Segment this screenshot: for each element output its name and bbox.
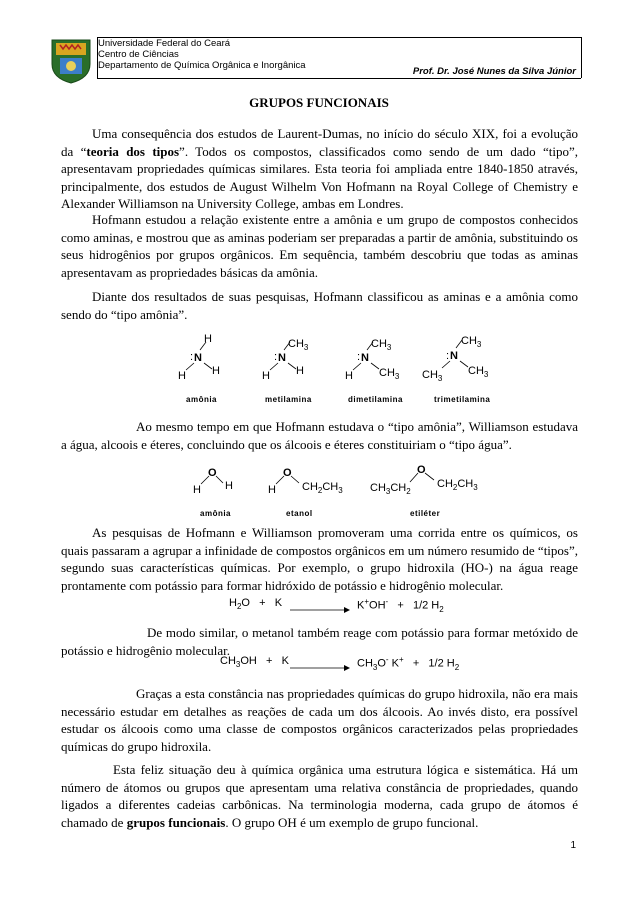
trimetilamina-ch3-top: $CH_3$ (461, 335, 482, 349)
trimetilamina-n-dots: : (446, 350, 450, 362)
ethanol-ch2ch3: $CH_2CH_3$ (302, 481, 343, 495)
equation-1-right: K+OH- + 1/2 $H_2$ (357, 597, 444, 614)
water-type-structures (185, 460, 495, 500)
dimetilamina-h-left: H (345, 370, 353, 382)
paragraph-5: As pesquisas de Hofmann e Williamson promoveram uma corrida entre os químicos, os quais passaram a agrupar a infinidade de compostos orgânicos em um número resumido de “tipos”, segundo suas características químicas. Por exemplo, o grupo hidroxila (HO-) na água reage prontamente com potássio para formar hidróxido de potássio e hidrogênio molecular. (61, 525, 578, 593)
ether-ch2ch3: $CH_2CH_3$ (437, 478, 478, 492)
trimetilamina-ch3-right: $CH_3$ (468, 365, 489, 379)
p8-text-open: Esta feliz situação deu à química orgânica uma estrutura lógica e sistemática. Há um número de átomos ou grupos que apresentam uma relativa constância de propriedades, quando ligados a diferentes cadeias carbônicas. Na terminologia moderna, cada grupo de átomos é chamado de (61, 762, 578, 830)
caption-water-amonia: amônia (200, 509, 232, 518)
caption-amonia: amônia (186, 395, 218, 404)
equation-1-arrow (290, 601, 350, 619)
amonia-h-top: H (204, 333, 212, 345)
paragraph-6: De modo similar, o metanol também reage com potássio para formar metóxido de potássio e hidrogênio molecular. (61, 625, 578, 658)
water-o: O (208, 467, 217, 479)
metilamina-h-right: H (296, 365, 304, 377)
metilamina-ch3: $CH_3$ (288, 338, 309, 352)
paragraph-4: Ao mesmo tempo em que Hofmann estudava o “tipo amônia”, Williamson estudava a água, alcoois e éteres, concluindo que os álcoois e éteres constituiriam o “tipo água”. (61, 419, 578, 452)
amonia-h-right: H (212, 365, 220, 377)
page-number: 1 (570, 840, 576, 851)
metilamina-n-dots: : (274, 351, 278, 363)
trimetilamina-n: N (450, 350, 458, 362)
paragraph-1 (61, 125, 578, 213)
caption-etileter: etiléter (410, 509, 441, 518)
university-logo (50, 38, 92, 84)
dimetilamina-ch3-right: $CH_3$ (379, 367, 400, 381)
p8-bold-term: grupos funcionais (126, 814, 226, 830)
dimetilamina-n: N (361, 352, 369, 364)
equation-2-left: $CH_3OH + K$ (220, 655, 289, 670)
department-name: Departamento de Química Orgânica e Inorgânica (98, 60, 306, 71)
dimetilamina-n-dots: : (357, 351, 361, 363)
paragraph-8 (61, 761, 578, 831)
ether-ch3ch2: $CH_3CH_2$ (370, 482, 411, 496)
caption-metilamina: metilamina (265, 395, 312, 404)
paragraph-2: Hofmann estudou a relação existente entre a amônia e um grupo de compostos conhecidos como aminas, e mostrou que as aminas poderiam ser preparadas a partir de amônia, substituindo os seus hidrogênios por grupos orgânicos. Em sequência, também descobriu que todas as aminas apresentavam as propriedades básicas da amônia. (61, 212, 578, 280)
amonia-n: N (194, 352, 202, 364)
equation-2-right: $CH_3O^-$ K+ + 1/2 $H_2$ (357, 655, 460, 672)
page-title: GRUPOS FUNCIONAIS (249, 95, 389, 110)
header-rule (97, 78, 581, 79)
university-name: Universidade Federal do Ceará (98, 38, 231, 49)
caption-trimetilamina: trimetilamina (434, 395, 491, 404)
amonia-n-dots: : (190, 351, 194, 363)
professor-name: Prof. Dr. José Nunes da Silva Júnior (412, 66, 576, 77)
p1-text-rest: ”. Todos os compostos, classificados como sendo de um dado “tipo”, apresentavam propriedades químicas similares. Esta teoria foi ampliada entre 1840-1850 através, principalmente, dos estudos de August Wilhelm Von Hofmann na Royal College of Chemistry e Alexander Williamson na University College, ambas em Londres. (61, 143, 578, 211)
ether-o: O (417, 464, 426, 476)
p1-bold-term: teoria dos tipos (86, 143, 180, 159)
header-institution (98, 38, 306, 71)
p8-text-rest: . O grupo OH é um exemplo de grupo funcional. (225, 814, 479, 830)
caption-dimetilamina: dimetilamina (348, 395, 403, 404)
amonia-h-left: H (178, 370, 186, 382)
equation-2-arrow (290, 659, 350, 677)
center-name: Centro de Ciências (98, 49, 179, 60)
water-h-right: H (225, 480, 233, 492)
ethanol-o: O (283, 467, 292, 479)
trimetilamina-ch3-left: $CH_3$ (422, 369, 443, 383)
equation-1-left: $H_2O + K$ (229, 597, 283, 612)
paragraph-3: Diante dos resultados de suas pesquisas, Hofmann classificou as aminas e a amônia como sendo do “tipo amônia”. (61, 289, 578, 322)
caption-etanol: etanol (286, 509, 313, 518)
metilamina-h-left: H (262, 370, 270, 382)
p1-text-open: Uma consequência dos estudos de Laurent-Dumas, no início do século XIX, foi a evolução da “ (61, 126, 578, 159)
paragraph-7: Graças a esta constância nas propriedades químicas do grupo hidroxila, não era mais necessário estudar em detalhes as reações de cada um dos álcoois. Ao invés disto, era possível estudar os álcoois como uma classe de compostos orgânicos caracterizados pelas propriedades químicas do grupo hidroxila. (61, 686, 578, 754)
water-type-svg (185, 460, 495, 500)
metilamina-n: N (278, 352, 286, 364)
ethanol-h: H (268, 484, 276, 496)
water-h-left: H (193, 484, 201, 496)
dimetilamina-ch3-top: $CH_3$ (371, 338, 392, 352)
